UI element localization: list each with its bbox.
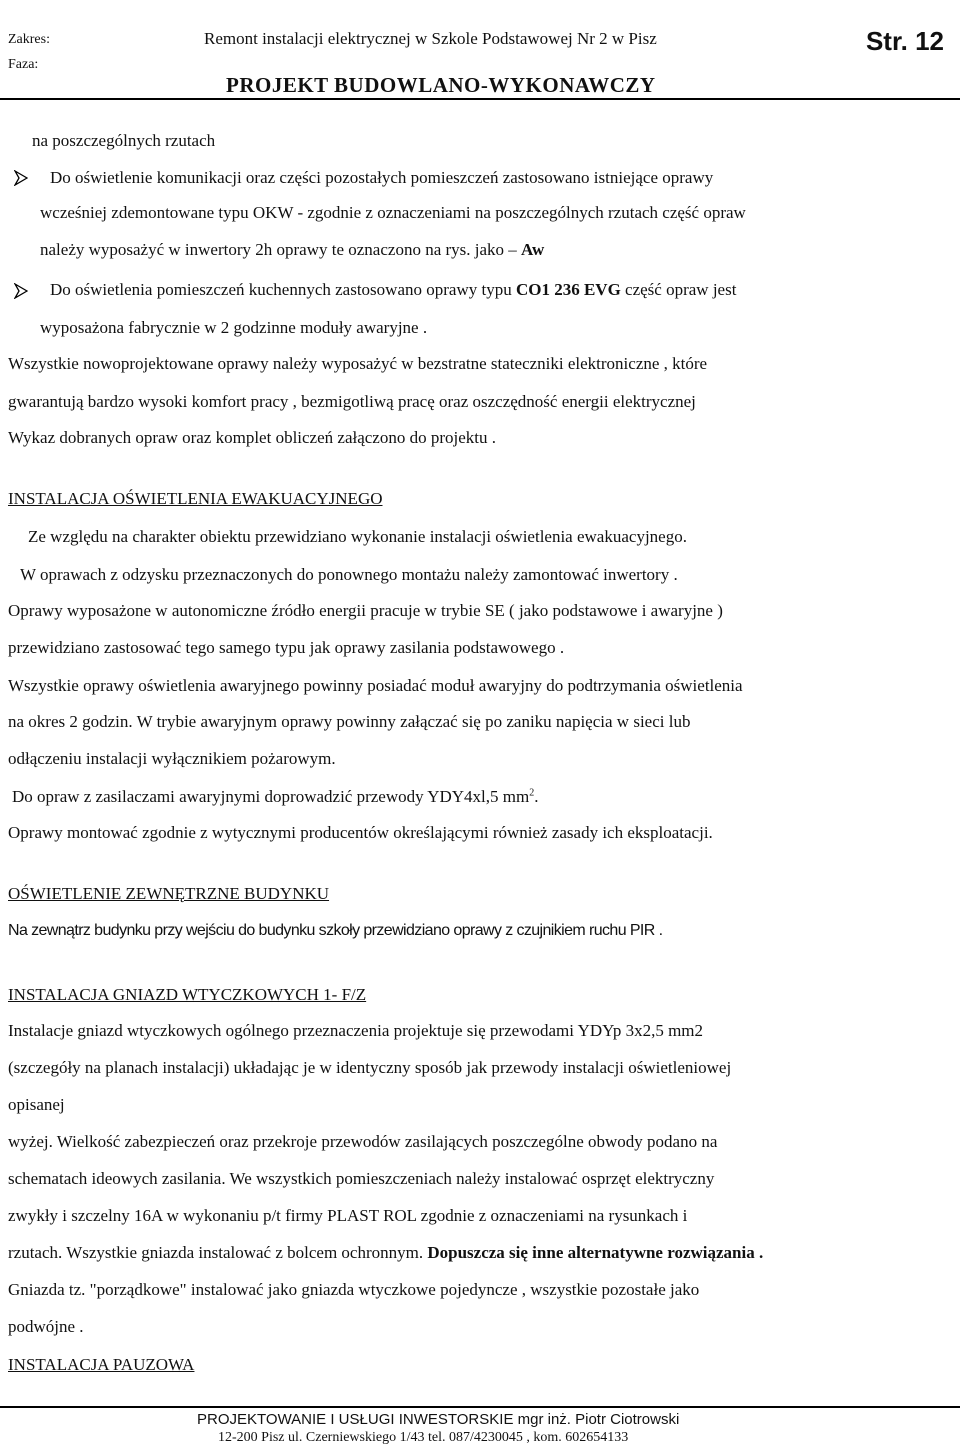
section-heading: OŚWIETLENIE ZEWNĘTRZNE BUDYNKU: [8, 884, 330, 903]
page-number: Str. 12: [865, 26, 944, 56]
page-header: [0, 0, 960, 100]
section-heading: INSTALACJA OŚWIETLENIA EWAKUACYJNEGO: [8, 489, 383, 508]
text-line: na okres 2 godzin. W trybie awaryjnym oprawy powinny załączać się po zaniku napięcia w sieci lub: [8, 712, 691, 731]
faza-label: Faza:: [8, 57, 39, 72]
text-line: na poszczególnych rzutach: [32, 131, 216, 150]
bullet-text: Do oświetlenie komunikacji oraz części pozostałych pomieszczeń zastosowano istniejące oprawy: [50, 168, 714, 187]
footer-divider: [0, 1406, 960, 1408]
header-divider: [0, 98, 960, 100]
text-line: Wszystkie oprawy oświetlenia awaryjnego powinny posiadać moduł awaryjny do podtrzymania oświetlenia: [8, 676, 743, 695]
text-line: zwykły i szczelny 16A w wykonaniu p/t firmy PLAST ROL zgodnie z oznaczeniami na rysunkach i: [8, 1206, 688, 1225]
section-heading: INSTALACJA PAUZOWA: [8, 1355, 195, 1374]
text-line: należy wyposażyć w inwertory 2h oprawy te oznaczono na rys. jako – Aw: [40, 240, 545, 259]
text-line: wyżej. Wielkość zabezpieczeń oraz przekroje przewodów zasilających poszczególne obwody podano na: [8, 1132, 718, 1151]
text-line: Na zewnątrz budynku przy wejściu do budynku szkoły przewidziano oprawy z czujnikiem ruchu PIR .: [8, 922, 663, 939]
section-heading: INSTALACJA GNIAZD WTYCZKOWYCH 1- F/Z: [8, 985, 367, 1004]
text-line: Oprawy montować zgodnie z wytycznymi producentów określającymi również zasady ich eksploatacji.: [8, 823, 713, 842]
text-line: Wykaz dobranych opraw oraz komplet obliczeń załączono do projektu .: [8, 428, 497, 447]
project-phase: PROJEKT BUDOWLANO-WYKONAWCZY: [226, 73, 656, 97]
text-line: Instalacje gniazd wtyczkowych ogólnego przeznaczenia projektuje się przewodami YDYp 3x2,5 mm2: [8, 1021, 704, 1040]
text-line: podwójne .: [8, 1317, 84, 1336]
arrowhead-bullet-icon: [14, 283, 28, 304]
footer-company: PROJEKTOWANIE I USŁUGI INWESTORSKIE mgr inż. Piotr Ciotrowski: [197, 1411, 680, 1428]
text-line: wcześniej zdemontowane typu OKW - zgodnie z oznaczeniami na poszczególnych rzutach część opraw: [40, 203, 746, 222]
text-line: W oprawach z odzysku przeznaczonych do ponownego montażu należy zamontować inwertory .: [20, 565, 678, 584]
arrowhead-bullet-icon: [14, 170, 28, 191]
text-line: wyposażona fabrycznie w 2 godzinne moduły awaryjne .: [40, 318, 428, 337]
text-line: opisanej: [8, 1095, 65, 1114]
text-line: (szczegóły na planach instalacji) układając je w identyczny sposób jak przewody instalacji oświetleniowej: [8, 1058, 732, 1077]
text-line: gwarantują bardzo wysoki komfort pracy , bezmigotliwą pracę oraz oszczędność energii elektrycznej: [8, 392, 696, 411]
bullet-text: Do oświetlenia pomieszczeń kuchennych zastosowano oprawy typu CO1 236 EVG część opraw jest: [50, 280, 737, 299]
text-line: Ze względu na charakter obiektu przewidziano wykonanie instalacji oświetlenia ewakuacyjnego.: [28, 527, 687, 546]
text-line: Wszystkie nowoprojektowane oprawy należy wyposażyć w bezstratne stateczniki elektroniczne , które: [8, 354, 708, 373]
text-line: przewidziano zastosować tego samego typu jak oprawy zasilania podstawowego .: [8, 638, 565, 657]
text-line: Oprawy wyposażone w autonomiczne źródło energii pracuje w trybie SE ( jako podstawowe i awaryjne ): [8, 601, 723, 620]
text-line: Gniazda tz. "porządkowe" instalować jako gniazda wtyczkowe pojedyncze , wszystkie pozostałe jako: [8, 1280, 700, 1299]
text-line: Do opraw z zasilaczami awaryjnymi doprowadzić przewody YDY4xl,5 $mm^2$.: [12, 787, 539, 806]
project-title: Remont instalacji elektrycznej w Szkole Podstawowej Nr 2 w Pisz: [204, 29, 657, 48]
text-line: rzutach. Wszystkie gniazda instalować z bolcem ochronnym. Dopuszcza się inne alternatywne rozwiązania .: [8, 1243, 764, 1262]
text-line: odłączeniu instalacji wyłącznikiem pożarowym.: [8, 749, 336, 768]
zakres-label: Zakres:: [8, 32, 50, 47]
text-line: schematach ideowych zasilania. We wszystkich pomieszczeniach należy instalować osprzęt elektryczny: [8, 1169, 715, 1188]
footer-address: 12-200 Pisz ul. Czerniewskiego 1/43 tel. 087/4230045 , kom. 602654133: [218, 1430, 629, 1445]
